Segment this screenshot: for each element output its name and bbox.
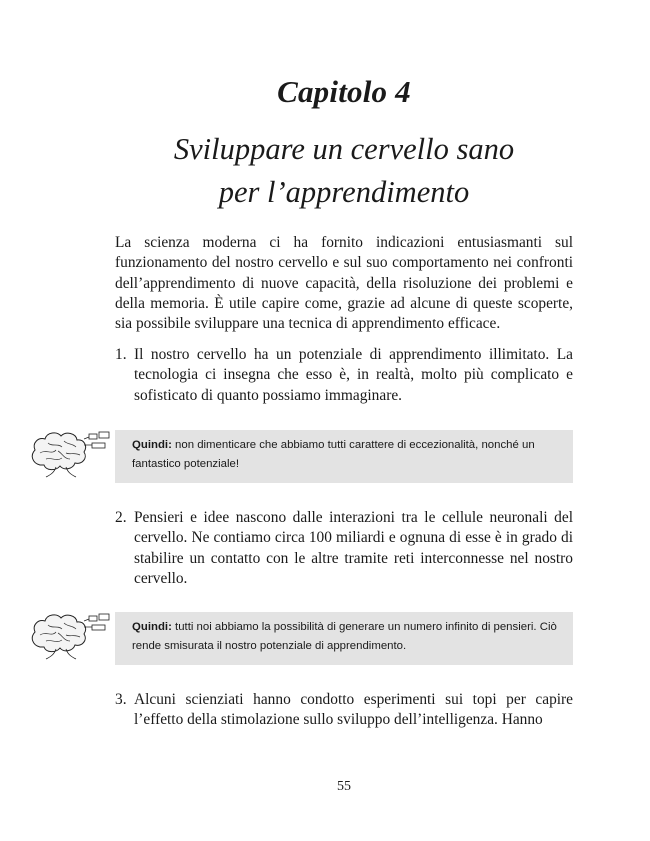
note-box-2 bbox=[115, 612, 573, 665]
numbered-item-2 bbox=[115, 508, 573, 589]
note-label: Quindi: bbox=[132, 621, 172, 633]
brain-thinking-icon bbox=[26, 425, 112, 481]
item-text: Pensieri e idee nascono dalle interazioni tra le cellule neuronali del cervello. Ne contiamo circa 100 miliardi e ognuna di esse è in grado di stabilire un contatto con le altre tramite reti interconnesse nel nostro cervello. bbox=[134, 509, 573, 587]
page-number: 55 bbox=[337, 779, 351, 794]
chapter-subtitle-line-2: per l’apprendimento bbox=[218, 175, 470, 209]
item-number: 1. bbox=[115, 346, 127, 363]
note-text: tutti noi abbiamo la possibilità di generare un numero infinito di pensieri. Ciò rende smisurata il nostro potenziale di apprendimento. bbox=[132, 621, 557, 652]
numbered-item-1 bbox=[115, 345, 573, 406]
chapter-subtitle bbox=[0, 128, 650, 214]
item-number: 2. bbox=[115, 509, 127, 526]
note-text: non dimenticare che abbiamo tutti carattere di eccezionalità, nonché un fantastico potenziale! bbox=[132, 439, 535, 470]
intro-paragraph: La scienza moderna ci ha fornito indicazioni entusiasmanti sul funzionamento del nostro cervello e sul suo comportamento nei confronti dell’apprendimento di nuove capacità, della risoluzione dei problemi e della memoria. È utile capire come, grazie ad alcune di queste scoperte, sia possibile sviluppare una tecnica di apprendimento efficace. bbox=[115, 234, 573, 333]
note-label: Quindi: bbox=[132, 439, 172, 451]
chapter-subtitle-line-1: Sviluppare un cervello sano bbox=[173, 132, 515, 166]
note-box-1 bbox=[115, 430, 573, 483]
numbered-item-3 bbox=[115, 690, 573, 731]
item-number: 3. bbox=[115, 691, 127, 708]
chapter-title: Capitolo 4 bbox=[277, 74, 411, 109]
item-text: Alcuni scienziati hanno condotto esperimenti sui topi per capire l’effetto della stimolazione sullo sviluppo dell’intelligenza. Hanno bbox=[134, 691, 573, 729]
brain-thinking-icon bbox=[26, 607, 112, 663]
item-text: Il nostro cervello ha un potenziale di apprendimento illimitato. La tecnologia ci insegna che esso è, in realtà, molto più complicato e sofisticato di quanto possiamo immaginare. bbox=[134, 346, 573, 404]
